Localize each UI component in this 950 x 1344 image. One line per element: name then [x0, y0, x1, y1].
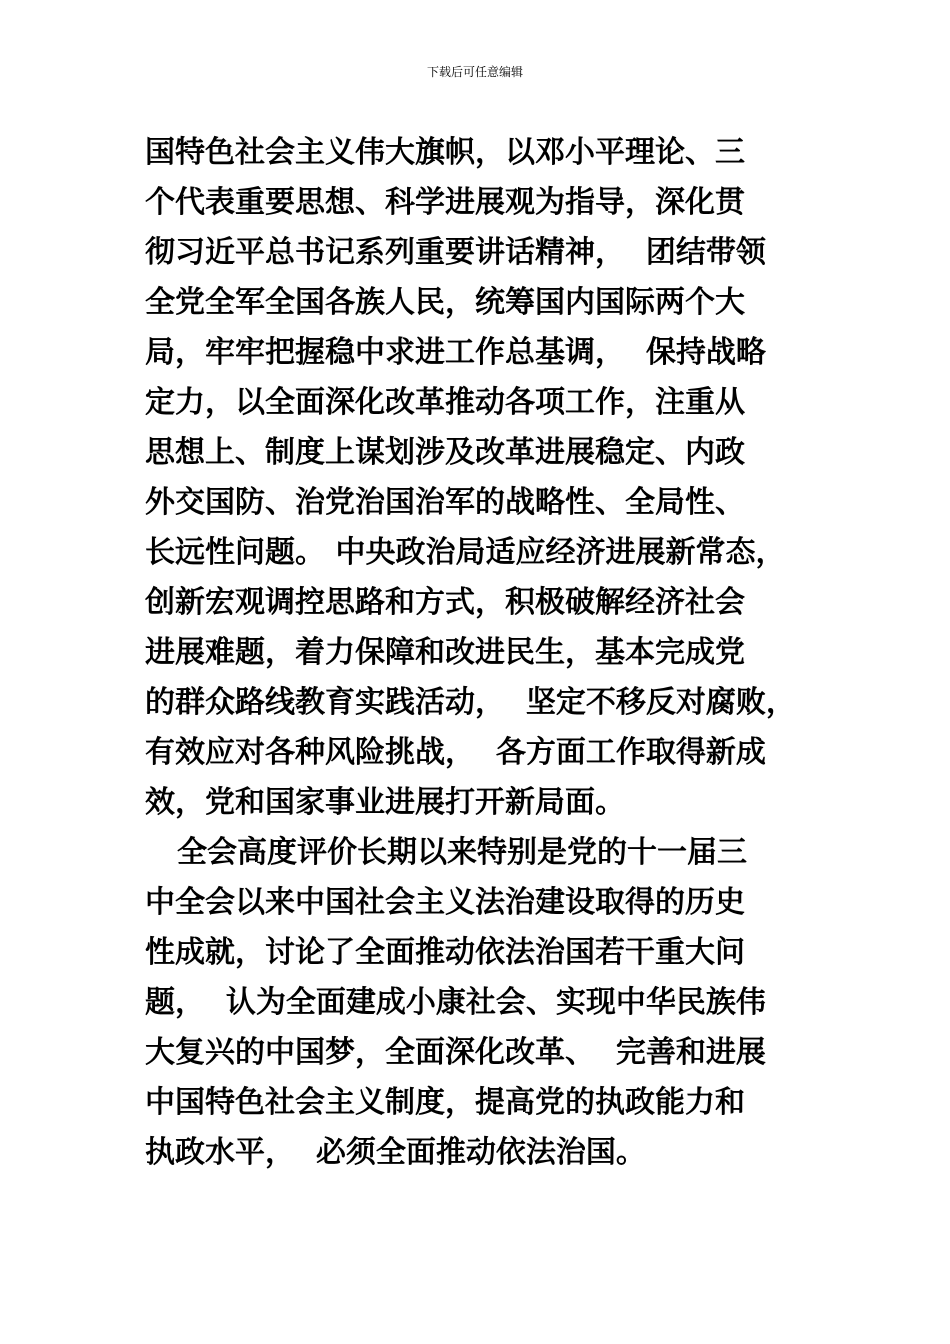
text-line: 进展难题，着力保障和改进民生，基本完成党 [145, 635, 745, 670]
text-line: 有效应对各种风险挑战， 各方面工作取得新成 [145, 735, 766, 770]
text-line: 思想上、制度上谋划涉及改革进展稳定、内政 [145, 435, 745, 470]
text-line: 的群众路线教育实践活动， 坚定不移反对腐败， [145, 685, 796, 720]
text-line: 大复兴的中国梦，全面深化改革、 完善和进展 [145, 1035, 766, 1070]
text-line: 创新宏观调控思路和方式，积极破解经济社会 [145, 585, 745, 620]
text-line: 国特色社会主义伟大旗帜，以邓小平理论、三 [145, 135, 745, 170]
text-line: 执政水平， 必须全面推动依法治国。 [145, 1135, 646, 1170]
text-line: 个代表重要思想、科学进展观为指导，深化贯 [145, 185, 745, 220]
text-line: 长远性问题。 中央政治局适应经济进展新常态， [145, 535, 786, 570]
document-body [145, 128, 845, 1178]
paragraph-2 [145, 828, 845, 1178]
text-line: 中全会以来中国社会主义法治建设取得的历史 [145, 885, 745, 920]
text-line: 中国特色社会主义制度，提高党的执政能力和 [145, 1085, 745, 1120]
text-line: 全会高度评价长期以来特别是党的十一届三 [177, 835, 747, 870]
text-line: 彻习近平总书记系列重要讲话精神， 团结带领 [145, 235, 766, 270]
text-line: 局，牢牢把握稳中求进工作总基调， 保持战略 [145, 335, 766, 370]
text-line: 定力，以全面深化改革推动各项工作，注重从 [145, 385, 745, 420]
text-line: 全党全军全国各族人民，统筹国内国际两个大 [145, 285, 745, 320]
page-header: 下载后可任意编辑 [426, 65, 523, 79]
text-line: 性成就，讨论了全面推动依法治国若干重大问 [145, 935, 745, 970]
text-line: 外交国防、治党治国治军的战略性、全局性、 [145, 485, 745, 520]
text-line: 题， 认为全面建成小康社会、实现中华民族伟 [145, 985, 766, 1020]
text-line: 效，党和国家事业进展打开新局面。 [145, 785, 625, 820]
paragraph-1 [145, 128, 845, 828]
